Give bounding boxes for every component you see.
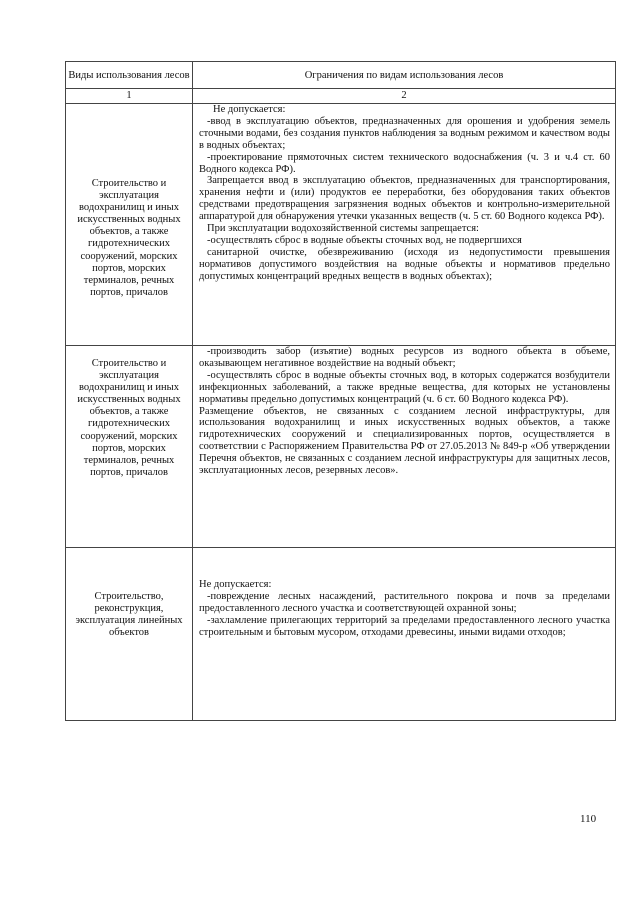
column-header-restrictions: Ограничения по видам использования лесов	[193, 62, 616, 89]
restrictions-cell	[193, 346, 616, 548]
column-header-usage-types: Виды использования лесов	[66, 62, 193, 89]
paragraph: Не допускается:	[199, 579, 272, 590]
restrictions-cell	[193, 548, 616, 721]
page-number: 110	[580, 813, 597, 825]
usage-type-cell: Строительство, реконструкция, эксплуатация линейных объектов	[75, 591, 183, 639]
restrictions-cell	[193, 104, 616, 346]
paragraph: -захламление прилегающих территорий за пределами предоставленного лесного участка строительным и бытовым мусором, отходами древесины, иными видами отходов;	[199, 614, 610, 638]
paragraph: Размещение объектов, не связанных с созданием лесной инфраструктуры, для использования водохранилищ и иных искусственных водных объектов, а также гидротехнических сооружений и специализированных портов, осуществляется в соответствии с Распоряжением Правительства РФ от 27.05.2013 № 849-р «Об утверждении Перечня объектов, не связанных с созданием лесной инфраструктуры для защитных лесов, эксплуатационных лесов, резервных лесов».	[199, 405, 610, 477]
table-row	[66, 104, 616, 346]
paragraph: Не допускается:	[213, 104, 286, 115]
paragraph: Запрещается ввод в эксплуатацию объектов, предназначенных для транспортирования, хранения нефти и (или) продуктов ее переработки, без оборудования таких объектов средствами предотвращения загрязнения водных объектов и контрольно-измерительной аппаратурой для обнаружения утечки указанных веществ (ч. 5 ст. 60 Водного кодекса РФ).	[199, 175, 610, 223]
column-number-1: 1	[66, 89, 193, 104]
paragraph: -осуществлять сброс в водные объекты сточных вод, в которых содержатся возбудители инфекционных заболеваний, а также вредные вещества, для которых не установлены нормативы предельно допустимых концентраций (ч. 6 ст. 60 Водного кодекса РФ).	[199, 369, 610, 405]
paragraph: -проектирование прямоточных систем технического водоснабжения (ч. 3 и ч.4 ст. 60 Водного кодекса РФ).	[199, 151, 610, 175]
paragraph: -ввод в эксплуатацию объектов, предназначенных для орошения и удобрения земель сточными водами, без создания пунктов наблюдения за водным режимом и качеством воды в водных объектах;	[199, 115, 610, 151]
column-number-2: 2	[193, 89, 616, 104]
table-row	[66, 346, 616, 548]
paragraph: При эксплуатации водохозяйственной системы запрещается:	[207, 223, 479, 235]
restrictions-table	[65, 61, 616, 721]
usage-type-cell: Строительство и эксплуатация водохранилищ и иных искусственных водных объектов, а также гидротехнических сооружений, морских портов, морских терминалов, речных портов, причалов	[77, 178, 181, 298]
usage-type-cell: Строительство и эксплуатация водохранилищ и иных искусственных водных объектов, а также гидротехнических сооружений, морских портов, морских терминалов, речных портов, причалов	[77, 358, 181, 478]
paragraph: -повреждение лесных насаждений, растительного покрова и почв за пределами предоставленного лесного участка и соответствующей охранной зоны;	[199, 590, 610, 614]
paragraph: санитарной очистке, обезвреживанию (исходя из недопустимости превышения нормативов допустимого воздействия на водные объекты и нормативов предельно допустимых концентраций вредных веществ в водных объектах);	[199, 246, 610, 282]
table-row	[66, 548, 616, 721]
paragraph: -осуществлять сброс в водные объекты сточных вод, не подвергшихся	[207, 234, 522, 246]
paragraph: -производить забор (изъятие) водных ресурсов из водного объекта в объеме, оказывающем негативное воздействие на водный объект;	[199, 346, 610, 369]
